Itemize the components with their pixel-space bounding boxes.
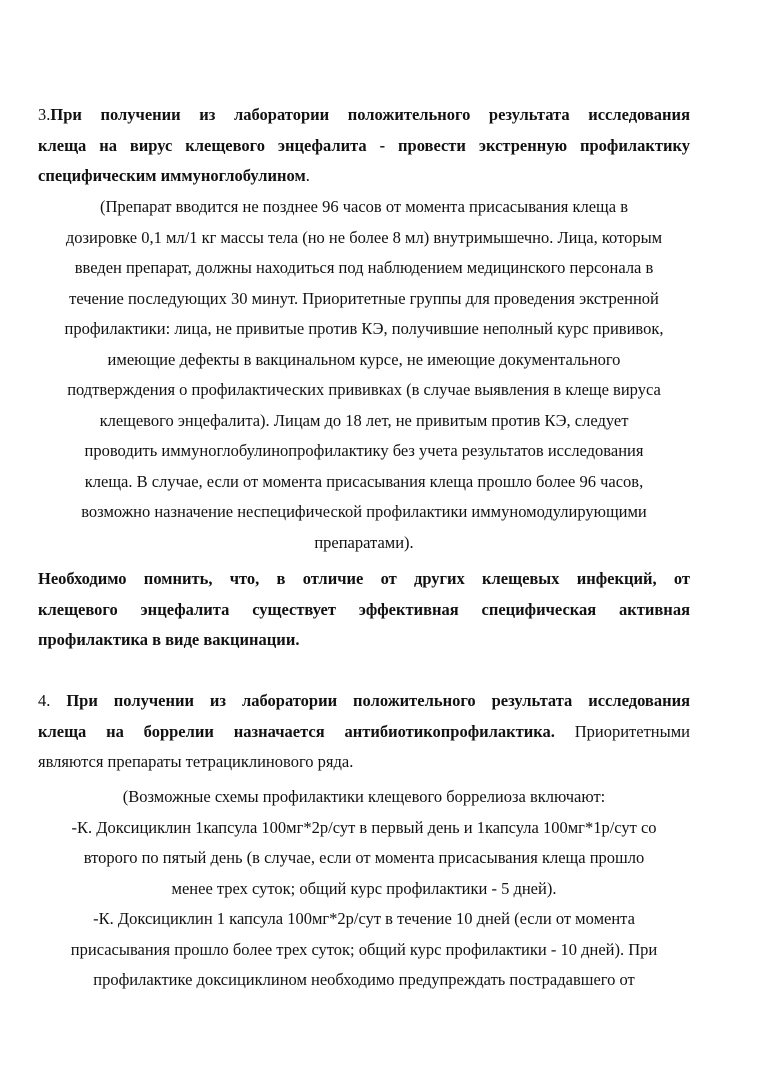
note-line: клеща. В случае, если от момента присасывания клеща прошло более 96 часов,: [84, 471, 644, 491]
note-line: дозировке 0,1 мл/1 кг массы тела (но не более 8 мл) внутримышечно. Лица, которым: [65, 227, 663, 247]
note-line: возможно назначение неспецифической профилактики иммуномодулирующими: [81, 502, 647, 521]
remember-paragraph: [38, 564, 690, 656]
section-3-number: 3.: [38, 105, 51, 124]
section-3-note: [38, 192, 690, 558]
section-3-line-2: клеща на вирус клещевого энцефалита - провести экстренную профилактику: [38, 135, 690, 155]
note-line: -К. Доксициклин 1капсула 100мг*2р/сут в первый день и 1капсула 100мг*1р/сут со: [71, 817, 657, 837]
section-3-heading: [38, 100, 690, 192]
remember-line-3: профилактика в виде вакцинации.: [38, 630, 300, 649]
section-3-bold-text: При получении из лаборатории положительного результата исследования: [50, 105, 690, 124]
note-line: присасывания прошло более трех суток; общий курс профилактики - 10 дней). При: [70, 939, 658, 959]
note-line: второго по пятый день (в случае, если от момента присасывания клеща прошло: [83, 848, 645, 867]
section-4-line-2: клеща на боррелии назначается антибиотикопрофилактика. Приоритетными: [38, 721, 690, 741]
note-line: профилактики: лица, не привитые против КЭ, получившие неполный курс прививок,: [64, 319, 664, 338]
remember-line-2: клещевого энцефалита существует эффективная специфическая активная: [38, 599, 690, 619]
note-line: клещевого энцефалита). Лицам до 18 лет, не привитым против КЭ, следует: [99, 410, 629, 430]
note-line: проводить иммуноглобулинопрофилактику без учета результатов исследования: [84, 441, 644, 460]
note-line: (Препарат вводится не позднее 96 часов от момента присасывания клеща в: [99, 197, 628, 216]
note-line: -К. Доксициклин 1 капсула 100мг*2р/сут в течение 10 дней (если от момента: [93, 909, 635, 928]
section-4-line-3: являются препараты тетрациклинового ряда.: [38, 752, 354, 771]
section-4-note: [38, 782, 690, 996]
note-line: профилактике доксициклином необходимо предупреждать пострадавшего от: [93, 970, 635, 989]
note-line: имеющие дефекты в вакцинальном курсе, не имеющие документального: [107, 349, 621, 369]
section-4-number: 4.: [38, 691, 67, 710]
section-3-line-3: специфическим иммуноглобулином.: [38, 166, 310, 185]
note-line: препаратами).: [314, 532, 414, 552]
note-line: менее трех суток; общий курс профилактики - 5 дней).: [171, 878, 557, 898]
note-line: введен препарат, должны находиться под наблюдением медицинского персонала в: [74, 258, 654, 277]
note-line: течение последующих 30 минут. Приоритетные группы для проведения экстренной: [69, 288, 659, 308]
remember-line-1: Необходимо помнить, что, в отличие от других клещевых инфекций, от: [38, 569, 690, 588]
note-line: подтверждения о профилактических прививках (в случае выявления в клеще вируса: [67, 380, 661, 399]
note-line: (Возможные схемы профилактики клещевого боррелиоза включают:: [122, 787, 606, 806]
section-4-line-1: 4. При получении из лаборатории положительного результата исследования: [38, 691, 691, 710]
section-4-heading: [38, 686, 690, 778]
section-3-line-1: [38, 100, 690, 131]
